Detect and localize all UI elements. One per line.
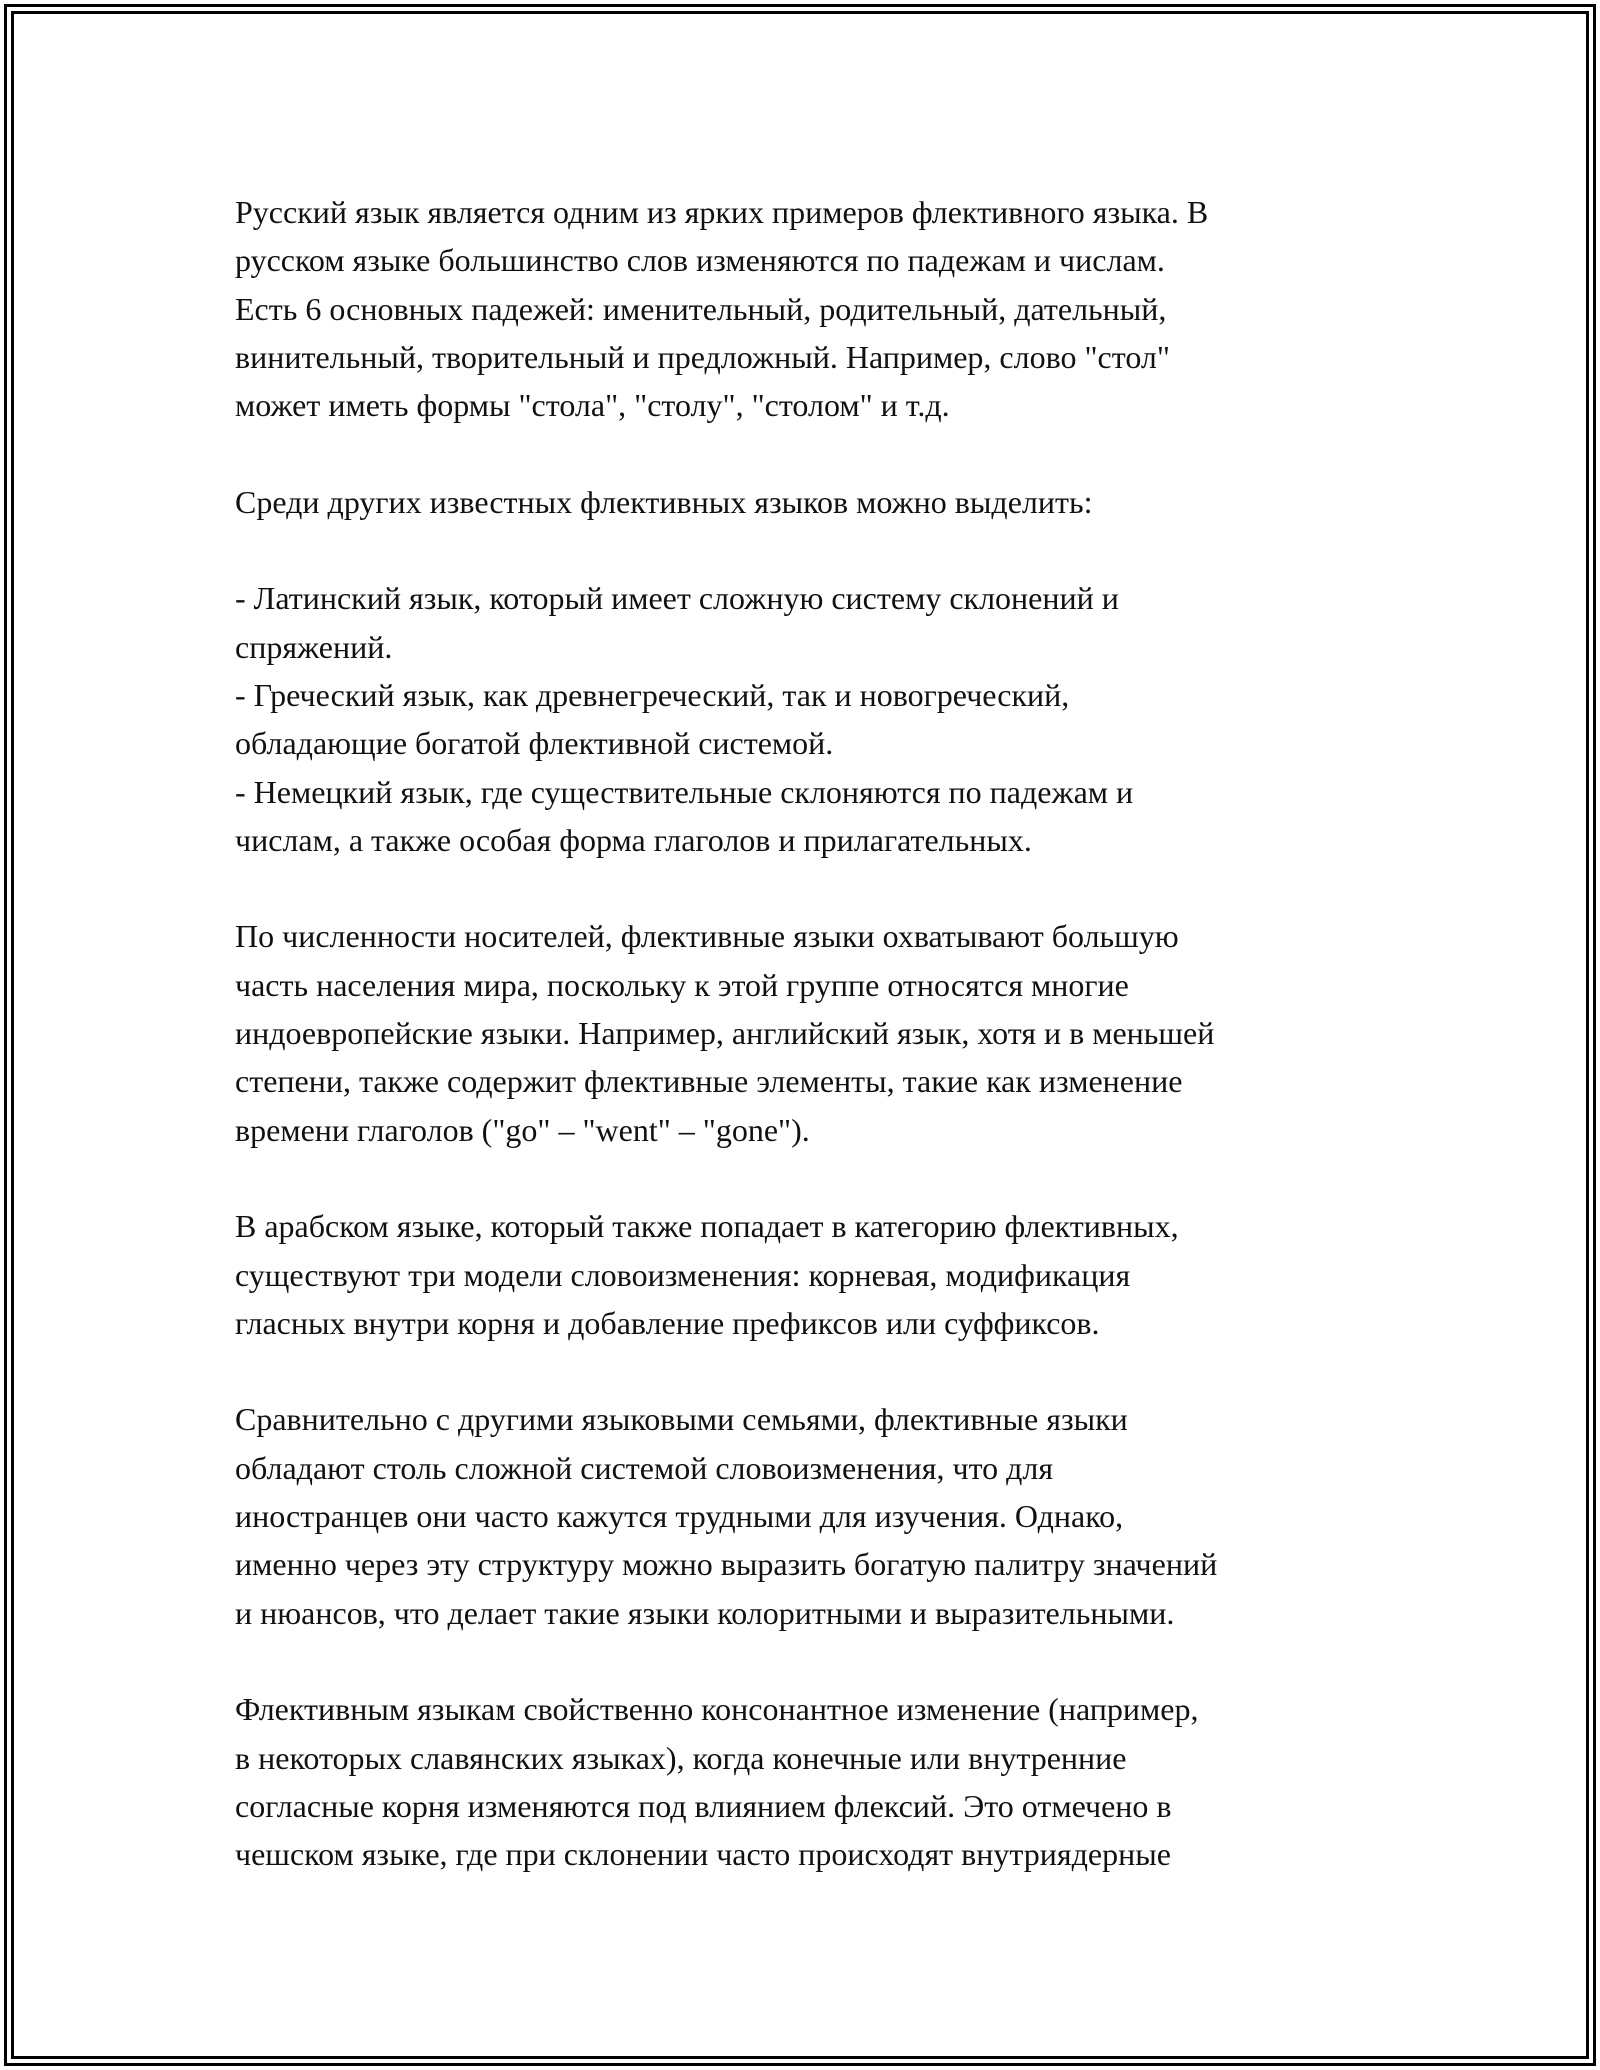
text-line: Флективным языкам свойственно консонантное изменение (например, — [235, 1691, 1199, 1728]
list-item-german: - Немецкий язык, где существительные склоняются по падежам и — [235, 773, 1134, 810]
list-item-greek: - Греческий язык, как древнегреческий, так и новогреческий, — [235, 676, 1070, 713]
text-line: В арабском языке, который также попадает в категорию флективных, — [235, 1208, 1179, 1245]
text-line: иностранцев они часто кажутся трудными для изучения. Однако, — [235, 1498, 1124, 1535]
text-line: именно через эту структуру можно выразить богатую палитру значений — [235, 1546, 1218, 1583]
text-line: в некоторых славянских языках), когда конечные или внутренние — [235, 1739, 1127, 1776]
text-line: спряжений. — [235, 628, 393, 665]
text-line: Есть 6 основных падежей: именительный, родительный, дательный, — [235, 290, 1167, 327]
paragraph-comparison — [235, 1395, 1415, 1636]
text-line: Русский язык является одним из ярких примеров флективного языка. В — [235, 194, 1209, 230]
document-body — [235, 188, 1415, 1878]
text-line: чешском языке, где при склонении часто происходят внутриядерные — [235, 1836, 1171, 1873]
text-line: согласные корня изменяются под влиянием флексий. Это отмечено в — [235, 1787, 1172, 1824]
text-line: степени, также содержит флективные элементы, такие как изменение — [235, 1063, 1183, 1100]
paragraph-russian — [235, 188, 1415, 429]
paragraph-speakers — [235, 912, 1415, 1153]
text-line: времени глаголов ("go" – "went" – "gone"). — [235, 1111, 810, 1148]
text-line: гласных внутри корня и добавление префиксов или суффиксов. — [235, 1304, 1100, 1341]
text-line: существуют три модели словоизменения: корневая, модификация — [235, 1256, 1131, 1293]
paragraph-other-languages-intro — [235, 478, 1415, 526]
text-line: и нюансов, что делает такие языки колоритными и выразительными. — [235, 1594, 1175, 1631]
text-line: индоевропейские языки. Например, английский язык, хотя и в меньшей — [235, 1015, 1215, 1052]
text-line: обладающие богатой флективной системой. — [235, 725, 834, 762]
text-line: может иметь формы "стола", "столу", "столом" и т.д. — [235, 387, 950, 424]
paragraph-consonant-change — [235, 1685, 1415, 1878]
text-line: Среди других известных флективных языков можно выделить: — [235, 483, 1093, 520]
text-line: числам, а также особая форма глаголов и прилагательных. — [235, 821, 1032, 858]
text-line: винительный, творительный и предложный. Например, слово "стол" — [235, 338, 1170, 375]
text-line: часть населения мира, поскольку к этой группе относятся многие — [235, 966, 1129, 1003]
list-item-latin: - Латинский язык, который имеет сложную систему склонений и — [235, 580, 1119, 617]
text-line: обладают столь сложной системой словоизменения, что для — [235, 1449, 1054, 1486]
text-line: Сравнительно с другими языковыми семьями, флективные языки — [235, 1401, 1128, 1438]
paragraph-arabic — [235, 1202, 1415, 1347]
text-line: русском языке большинство слов изменяются по падежам и числам. — [235, 242, 1165, 279]
text-line: По численности носителей, флективные языки охватывают большую — [235, 918, 1179, 955]
paragraph-language-list — [235, 574, 1415, 864]
